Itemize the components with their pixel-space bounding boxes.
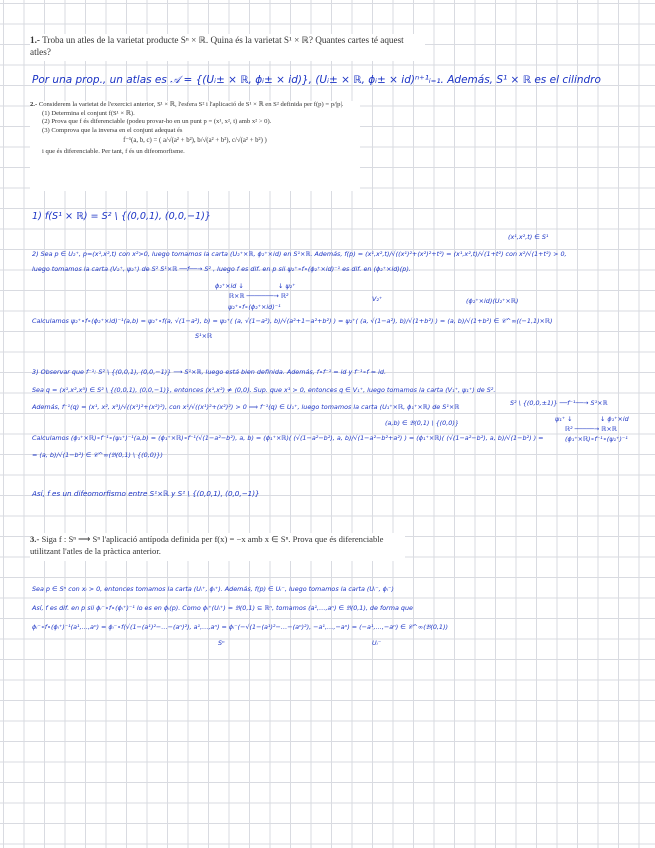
problem-2-intro: Considerem la varietat de l'exercici anterior, S¹ × ℝ, l'esfera S² i l'aplicació de S¹ × ℝ en S² definida per f(p) = p/|p|. (38, 101, 344, 108)
answer-3-under-2: Uᵢ⁻ (372, 639, 382, 647)
answer-2-part-3-diagram-top: S² \ {(0,0,±1)} ──f⁻¹──→ S¹×ℝ (510, 399, 608, 407)
answer-2-sub-label: S¹×ℝ (195, 332, 213, 340)
answer-2-diagram-right: ↓ ψ₂⁺ (278, 282, 296, 290)
problem-1-text: Troba un atles de la varietat producte Sⁿ × ℝ. Quina és la varietat S¹ × ℝ? Quantes cartes té aquest atles? (30, 35, 404, 57)
answer-2-part-3-line-3: Además, f⁻¹(q) = (x¹, x², x³)/√((x¹)²+(x²)²), con x¹/√((x¹)²+(x²)²) > 0 ⟹ f⁻¹(q) ∈ U₁⁺, luego tomamos la carta (U₁⁺×ℝ, ϕ₁⁺×ℝ) de S¹×ℝ (32, 403, 460, 411)
answer-2-part-3-diagram-note: (a,b) ∈ 𝔅(0,1) \ {(0,0)} (385, 419, 459, 427)
problem-2-item-2: (2) Prova que f és diferenciable (podeu provar-ho en un punt p = (x¹, x², t) amb x² > 0). (42, 118, 272, 126)
answer-3-line-3: ϕᵢ⁻∘f∘(ϕᵢ⁺)⁻¹(a¹,…,aⁿ) = ϕᵢ⁻∘f(√(1−(a¹)²−…−(aⁿ)²), a¹,…,aⁿ) = ϕᵢ⁻(−√(1−(a¹)²−…−(aⁿ)²), −a¹,…,−aⁿ) = (−a¹,…,−aⁿ) ∈ 𝒞^∞(𝔅(0,1)) (32, 623, 448, 631)
problem-2-item-1: (1) Determina el conjunt f(S¹ × ℝ). (42, 109, 135, 117)
answer-2-part-3-calc-2: = (a, b)/√(1−b²) ∈ 𝒞^∞(𝔅(0,1) \ {(0,0)}) (32, 451, 163, 459)
problem-3-number: 3.- (30, 534, 40, 544)
answer-2-line-1: 2) Sea p ∈ U₂⁺, p=(x¹,x²,t) con x²>0, luego tomamos la carta (U₂⁺×ℝ, ϕ₂⁺×id) en S¹×ℝ. Además, f(p) = (x¹,x²,t)/√((x¹)²+(x²)²+t²) = (x¹,x²,t)/√(1+t²) con x²/√(1+t²) > 0, (32, 250, 567, 258)
answer-2-calculation: Calculamos ψ₂⁺∘f∘(ϕ₂⁺×id)⁻¹(a,b) = ψ₂⁺∘f(a, √(1−a²), b) = ψ₂⁺( (a, √(1−a²), b)/√(a²+1−a²+b²) ) = ψ₂⁺( (a, √(1−a²), b)/√(1+b²) ) = (a, b)/√(1+b²) ∈ 𝒞^∞((−1,1)×ℝ) (32, 317, 553, 325)
problem-2-outro: i que és diferenciable. Per tant, f és un difeomorfisme. (42, 147, 185, 155)
problem-3-text: Siga f : Sⁿ ⟶ Sⁿ l'aplicació antípoda definida per f(x) = −x amb x ∈ Sⁿ. Prova que és diferenciable utilitzant l'atles de la pràctica anterior. (30, 534, 384, 556)
problem-2-number: 2.- (30, 101, 38, 108)
problem-1-number: 1.- (30, 35, 40, 45)
answer-2-inverse-label: (ϕ₂⁺×id)(U₂⁺×ℝ) (466, 297, 519, 305)
answer-2-part-3-calc-1: Calculamos (ϕ₁⁺×ℝ)∘f⁻¹∘(ψ₁⁺)⁻¹(a,b) = (ϕ₁⁺×ℝ)∘f⁻¹(√(1−a²−b²), a, b) = (ϕ₁⁺×ℝ)( (√(1−a²−b²), a, b)/√(1−a²−b²+a²) ) = (ϕ₁⁺×ℝ)( (√(1−a²−b²), a, b)/√(1−b²) ) = (32, 434, 544, 442)
answer-2-diagram-bottom: ℝ×ℝ ───────→ ℝ² (229, 292, 289, 300)
problem-2-formula: f⁻¹(a, b, c) = ( a/√(a² + b²), b/√(a² + b²), c/√(a² + b²) ) (123, 137, 267, 145)
answer-3-line-2: Así, f es dif. en p sii ϕᵢ⁻∘f∘(ϕᵢ⁺)⁻¹ lo es en ϕᵢ(p). Como ϕᵢ⁺(Uᵢ⁺) = 𝔅(0,1) ⊆ ℝⁿ, tomamos (a¹,…,aⁿ) ∈ 𝔅(0,1), de forma que (32, 604, 413, 612)
answer-2-part-3-diagram-right: ↓ ϕ₁⁺×id (600, 415, 629, 423)
answer-2-part-3-diagram-bottom: ℝ² ─────→ ℝ×ℝ (565, 425, 617, 433)
answer-2-part-1: 1) f(S¹ × ℝ) = S² \ {(0,0,1), (0,0,−1)} (32, 211, 211, 222)
answer-2-v2-label: V₂⁺ (372, 295, 383, 303)
answer-2-line-2: luego tomamos la carta (V₂⁺, ψ₂⁺) de S² S¹×ℝ ──f──→ S² , luego f es dif. en p sii ψ₂⁺∘f∘(ϕ₂⁺×id)⁻¹ es dif. en (ϕ₂⁺×id)(p). (32, 265, 411, 273)
answer-2-part-3-diagram-composition: (ϕ₁⁺×ℝ)∘f⁻¹∘(ψ₁⁺)⁻¹ (565, 435, 628, 443)
answer-3-under-1: Sⁿ (218, 639, 225, 647)
answer-1: Por una prop., un atlas es 𝒜 = {(Uᵢ± × ℝ, ϕᵢ± × id)}, (Uᵢ± × ℝ, ϕᵢ± × id)ⁿ⁺¹ᵢ₌₁. Además, S¹ × ℝ es el cilindro (32, 74, 601, 86)
answer-2-diagram-composition: ψ₂⁺∘f∘(ϕ₂⁺×id)⁻¹ (228, 303, 281, 311)
answer-2-conclusion: Así, f es un difeomorfismo entre S¹×ℝ y S² \ {(0,0,1), (0,0,−1)} (32, 489, 260, 498)
problem-1-block (30, 34, 425, 61)
answer-2-part-3-diagram-left: ψ₁⁺ ↓ (555, 415, 573, 423)
problem-2-block (30, 101, 360, 191)
answer-3-line-1: Sea p ∈ Sⁿ con xᵢ > 0, entonces tomamos la carta (Uᵢ⁺, ϕᵢ⁺). Además, f(p) ∈ Uᵢ⁻, luego tomamos la carta (Uᵢ⁻, ϕᵢ⁻) (32, 585, 394, 593)
problem-2-item-3: (3) Comprova que la inversa en el conjunt adequat és (42, 126, 183, 134)
answer-2-diagram-left: ϕ₂⁺×id ↓ (215, 282, 244, 290)
problem-3-block (30, 533, 405, 561)
answer-2-note-top: (x¹,x²,t) ∈ S¹ (508, 233, 549, 241)
answer-2-part-3-line-1: 3) Observar que f⁻¹: S² \ {(0,0,1), (0,0,−1)} ⟶ S¹×ℝ, luego está bien definida. Además, f∘f⁻¹ = id y f⁻¹∘f = id. (32, 368, 386, 376)
answer-2-part-3-line-2: Sea q = (x¹,x²,x³) ∈ S² \ {(0,0,1), (0,0,−1)}, entonces (x¹,x²) ≠ (0,0). Sup. que x¹ > 0, entonces q ∈ V₁⁺, luego tomamos la carta (V₁⁺, ψ₁⁺) de S². (32, 386, 496, 394)
